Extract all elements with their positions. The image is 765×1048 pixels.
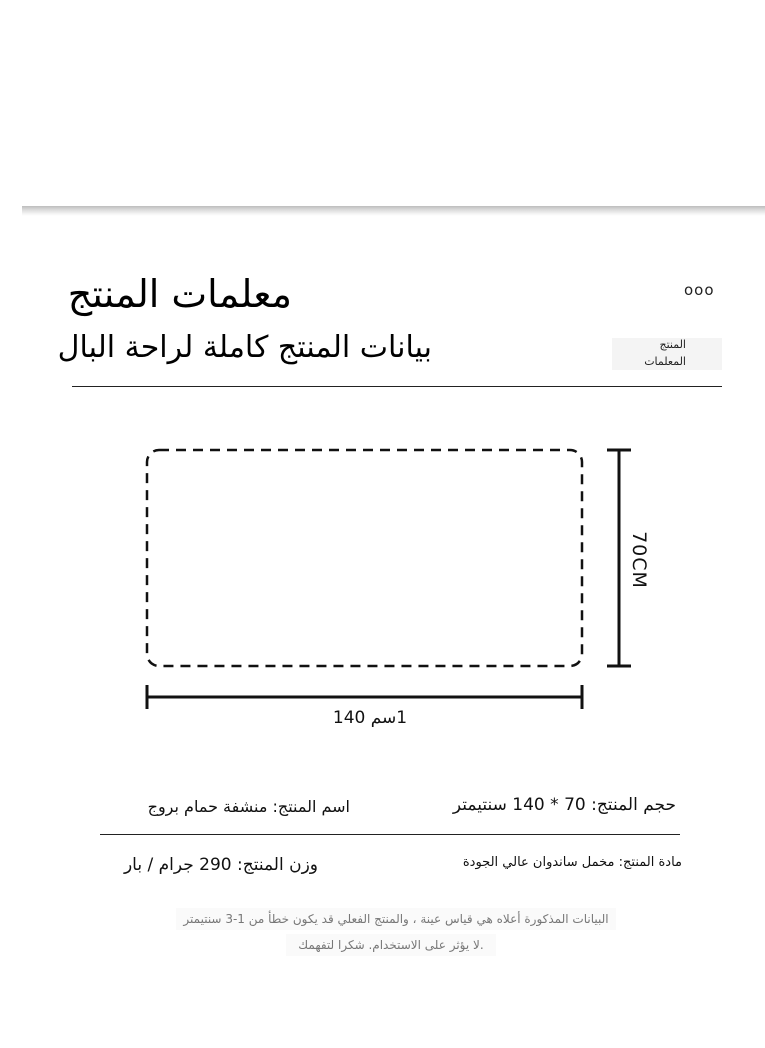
top-shadow-divider: [22, 206, 765, 216]
size-diagram: [130, 440, 660, 740]
spec-size: حجم المنتج: 70 * 140 سنتيمتر: [452, 795, 676, 815]
side-tag: [612, 338, 722, 370]
width-label: 70CM: [628, 531, 650, 589]
spec-name: اسم المنتج: منشفة حمام بروج: [147, 797, 350, 816]
towel-outline: [147, 450, 582, 666]
disclaimer-line-1: البيانات المذكورة أعلاه هي قياس عينة ، والمنتج الفعلي قد يكون خطأ من 1-3 سنتيمتر: [176, 908, 616, 930]
disclaimer-line-2: .لا يؤثر على الاستخدام. شكرا لتفهمك: [286, 934, 496, 956]
header-divider: [72, 386, 722, 387]
specs-divider: [100, 834, 680, 835]
side-tag-line2: المعلمات: [644, 355, 686, 368]
spec-material: مادة المنتج: مخمل ساندوان عالي الجودة: [462, 855, 682, 870]
page-title: معلمات المنتج: [67, 272, 292, 316]
page-subtitle: بيانات المنتج كاملة لراحة البال: [57, 330, 432, 365]
side-tag-line1: المنتج: [659, 338, 686, 351]
spec-weight: وزن المنتج: 290 جرام / بار: [123, 855, 318, 875]
length-label: 1سم 140: [332, 708, 408, 728]
decorative-dots: ooo: [684, 281, 715, 299]
